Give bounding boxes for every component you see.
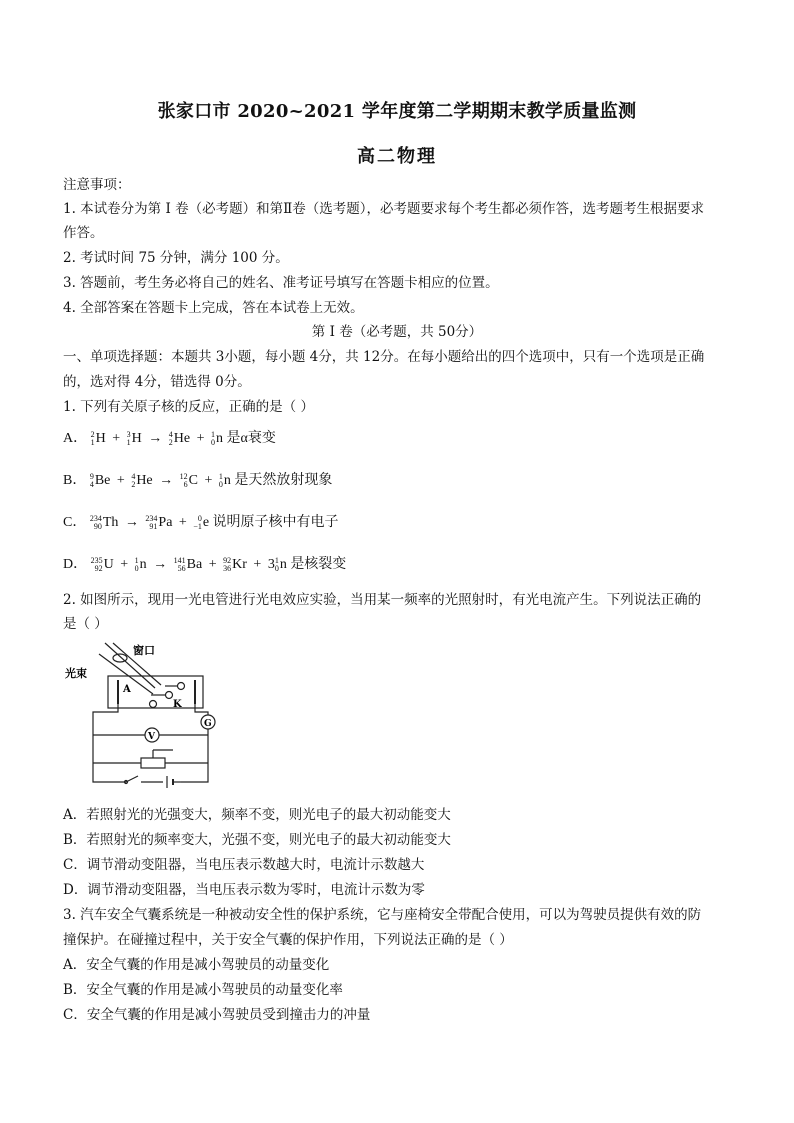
light-beam-label: 光束 (65, 667, 87, 680)
option-tail: 是天然放射现象 (234, 473, 333, 488)
plus-sign: + (112, 431, 121, 446)
nuclide: 3 1 H (126, 429, 142, 447)
nuclide: 1 0 n (134, 555, 147, 573)
nuclide: 0 −1 e (193, 513, 210, 531)
voltmeter-label: V (148, 732, 155, 742)
option-label: D． (63, 557, 88, 572)
nuclide: 234 91 Pa (145, 513, 173, 531)
plus-sign: + (208, 557, 217, 572)
notes-heading: 注意事项： (63, 177, 131, 193)
electron (150, 701, 157, 708)
cathode-label: K (173, 699, 182, 710)
q2-stem-1: 2. 如图所示，现用一光电管进行光电效应实验，当用某一频率的光照射时，有光电流产生。下列说法正确的 (63, 592, 702, 608)
photoelectric-circuit-figure (63, 640, 223, 790)
nuclide: 234 90 Th (89, 513, 119, 531)
q1-option-d (63, 554, 732, 576)
section-intro-2: 的，选对得 4分，错选得 0分。 (63, 374, 251, 390)
plus-sign: + (178, 515, 187, 530)
window-opening (113, 654, 127, 662)
circuit-wire (93, 704, 126, 782)
q1-option-a (63, 428, 732, 450)
nuclide: 4 2 He (168, 429, 191, 447)
q3-stem-1: 3. 汽车安全气囊系统是一种被动安全性的保护系统，它与座椅安全带配合使用，可以为驾驶员提供有效的防 (63, 907, 702, 923)
q2-option-b: B．若照射光的频率变大，光强不变，则光电子的最大初动能变大 (63, 832, 451, 848)
q2-option-d: D．调节滑动变阻器，当电压表示数为零时，电流计示数为零 (63, 882, 425, 898)
q3-option-b: B．安全气囊的作用是减小驾驶员的动量变化率 (63, 982, 343, 998)
nuclide: 9 4 Be (89, 471, 111, 489)
plus-sign: + (120, 557, 129, 572)
section-intro-1: 一、单项选择题：本题共 3小题，每小题 4分，共 12分。在每小题给出的四个选项中，只有一个选项是正确 (63, 349, 705, 365)
nuclide: 92 36 Kr (223, 555, 247, 573)
note-item-3: 3. 答题前，考生务必将自己的姓名、准考证号填写在答题卡相应的位置。 (63, 275, 499, 291)
circuit-wire (195, 704, 208, 715)
q3-option-c: C．安全气囊的作用是减小驾驶员受到撞击力的冲量 (63, 1007, 371, 1023)
exam-subtitle: 高二物理 (357, 146, 437, 167)
arrow-sign: → (159, 473, 174, 488)
coefficient: 3 (267, 557, 275, 572)
anode-label: A (123, 684, 131, 695)
arrow-sign: → (153, 557, 168, 572)
nuclide: 1 0 n (211, 429, 224, 447)
q1-stem: 1. 下列有关原子核的反应，正确的是（ ） (63, 399, 314, 415)
option-label: A． (63, 431, 88, 446)
nuclide: 1 0 n (218, 471, 231, 489)
option-tail: 说明原子核中有电子 (212, 515, 339, 530)
nuclide: 2 1 H (90, 429, 106, 447)
option-label: C． (63, 515, 87, 530)
q3-stem-2: 撞保护。在碰撞过程中，关于安全气囊的保护作用，下列说法正确的是（ ） (63, 932, 513, 948)
q1-option-b (63, 470, 732, 492)
nuclide: 12 6 C (179, 471, 198, 489)
plus-sign: + (116, 473, 125, 488)
nuclide: 235 92 U (90, 555, 114, 573)
note-item-2: 2. 考试时间 75 分钟，满分 100 分。 (63, 250, 289, 266)
nuclide: 141 56 Ba (173, 555, 203, 573)
q2-option-c: C．调节滑动变阻器，当电压表示数越大时，电流计示数越大 (63, 857, 425, 873)
q1-option-c (63, 512, 732, 534)
option-tail: 是核裂变 (290, 557, 347, 572)
option-label: B． (63, 473, 87, 488)
plus-sign: + (253, 557, 262, 572)
nuclide: 1 0 n (274, 555, 287, 573)
note-item-1-cont: 作答。 (63, 225, 104, 241)
electron (166, 692, 173, 699)
plus-sign: + (196, 431, 205, 446)
q2-stem-2: 是（ ） (63, 616, 108, 632)
nuclide: 4 2 He (131, 471, 153, 489)
arrow-sign: → (148, 431, 163, 446)
note-item-4: 4. 全部答案在答题卡上完成，答在本试卷上无效。 (63, 300, 364, 316)
rheostat (141, 758, 165, 768)
q3-option-a: A．安全气囊的作用是减小驾驶员的动量变化 (63, 957, 330, 973)
plus-sign: + (204, 473, 213, 488)
note-item-1: 1. 本试卷分为第 I 卷（必考题）和第Ⅱ卷（选考题），必考题要求每个考生都必须作答，选考题考生根据要求 (63, 201, 705, 217)
exam-title: 张家口市 2020~2021 学年度第二学期期末教学质量监测 (157, 101, 637, 122)
circuit-wire (181, 729, 208, 782)
window-label: 窗口 (133, 644, 155, 657)
option-tail: 是α衰变 (226, 431, 276, 446)
arrow-sign: → (124, 515, 139, 530)
section-heading: 第 I 卷（必考题，共 50分） (311, 324, 483, 340)
galvanometer-label: G (204, 719, 212, 729)
q2-option-a: A．若照射光的光强变大，频率不变，则光电子的最大初动能变大 (63, 807, 451, 823)
electron (178, 683, 185, 690)
